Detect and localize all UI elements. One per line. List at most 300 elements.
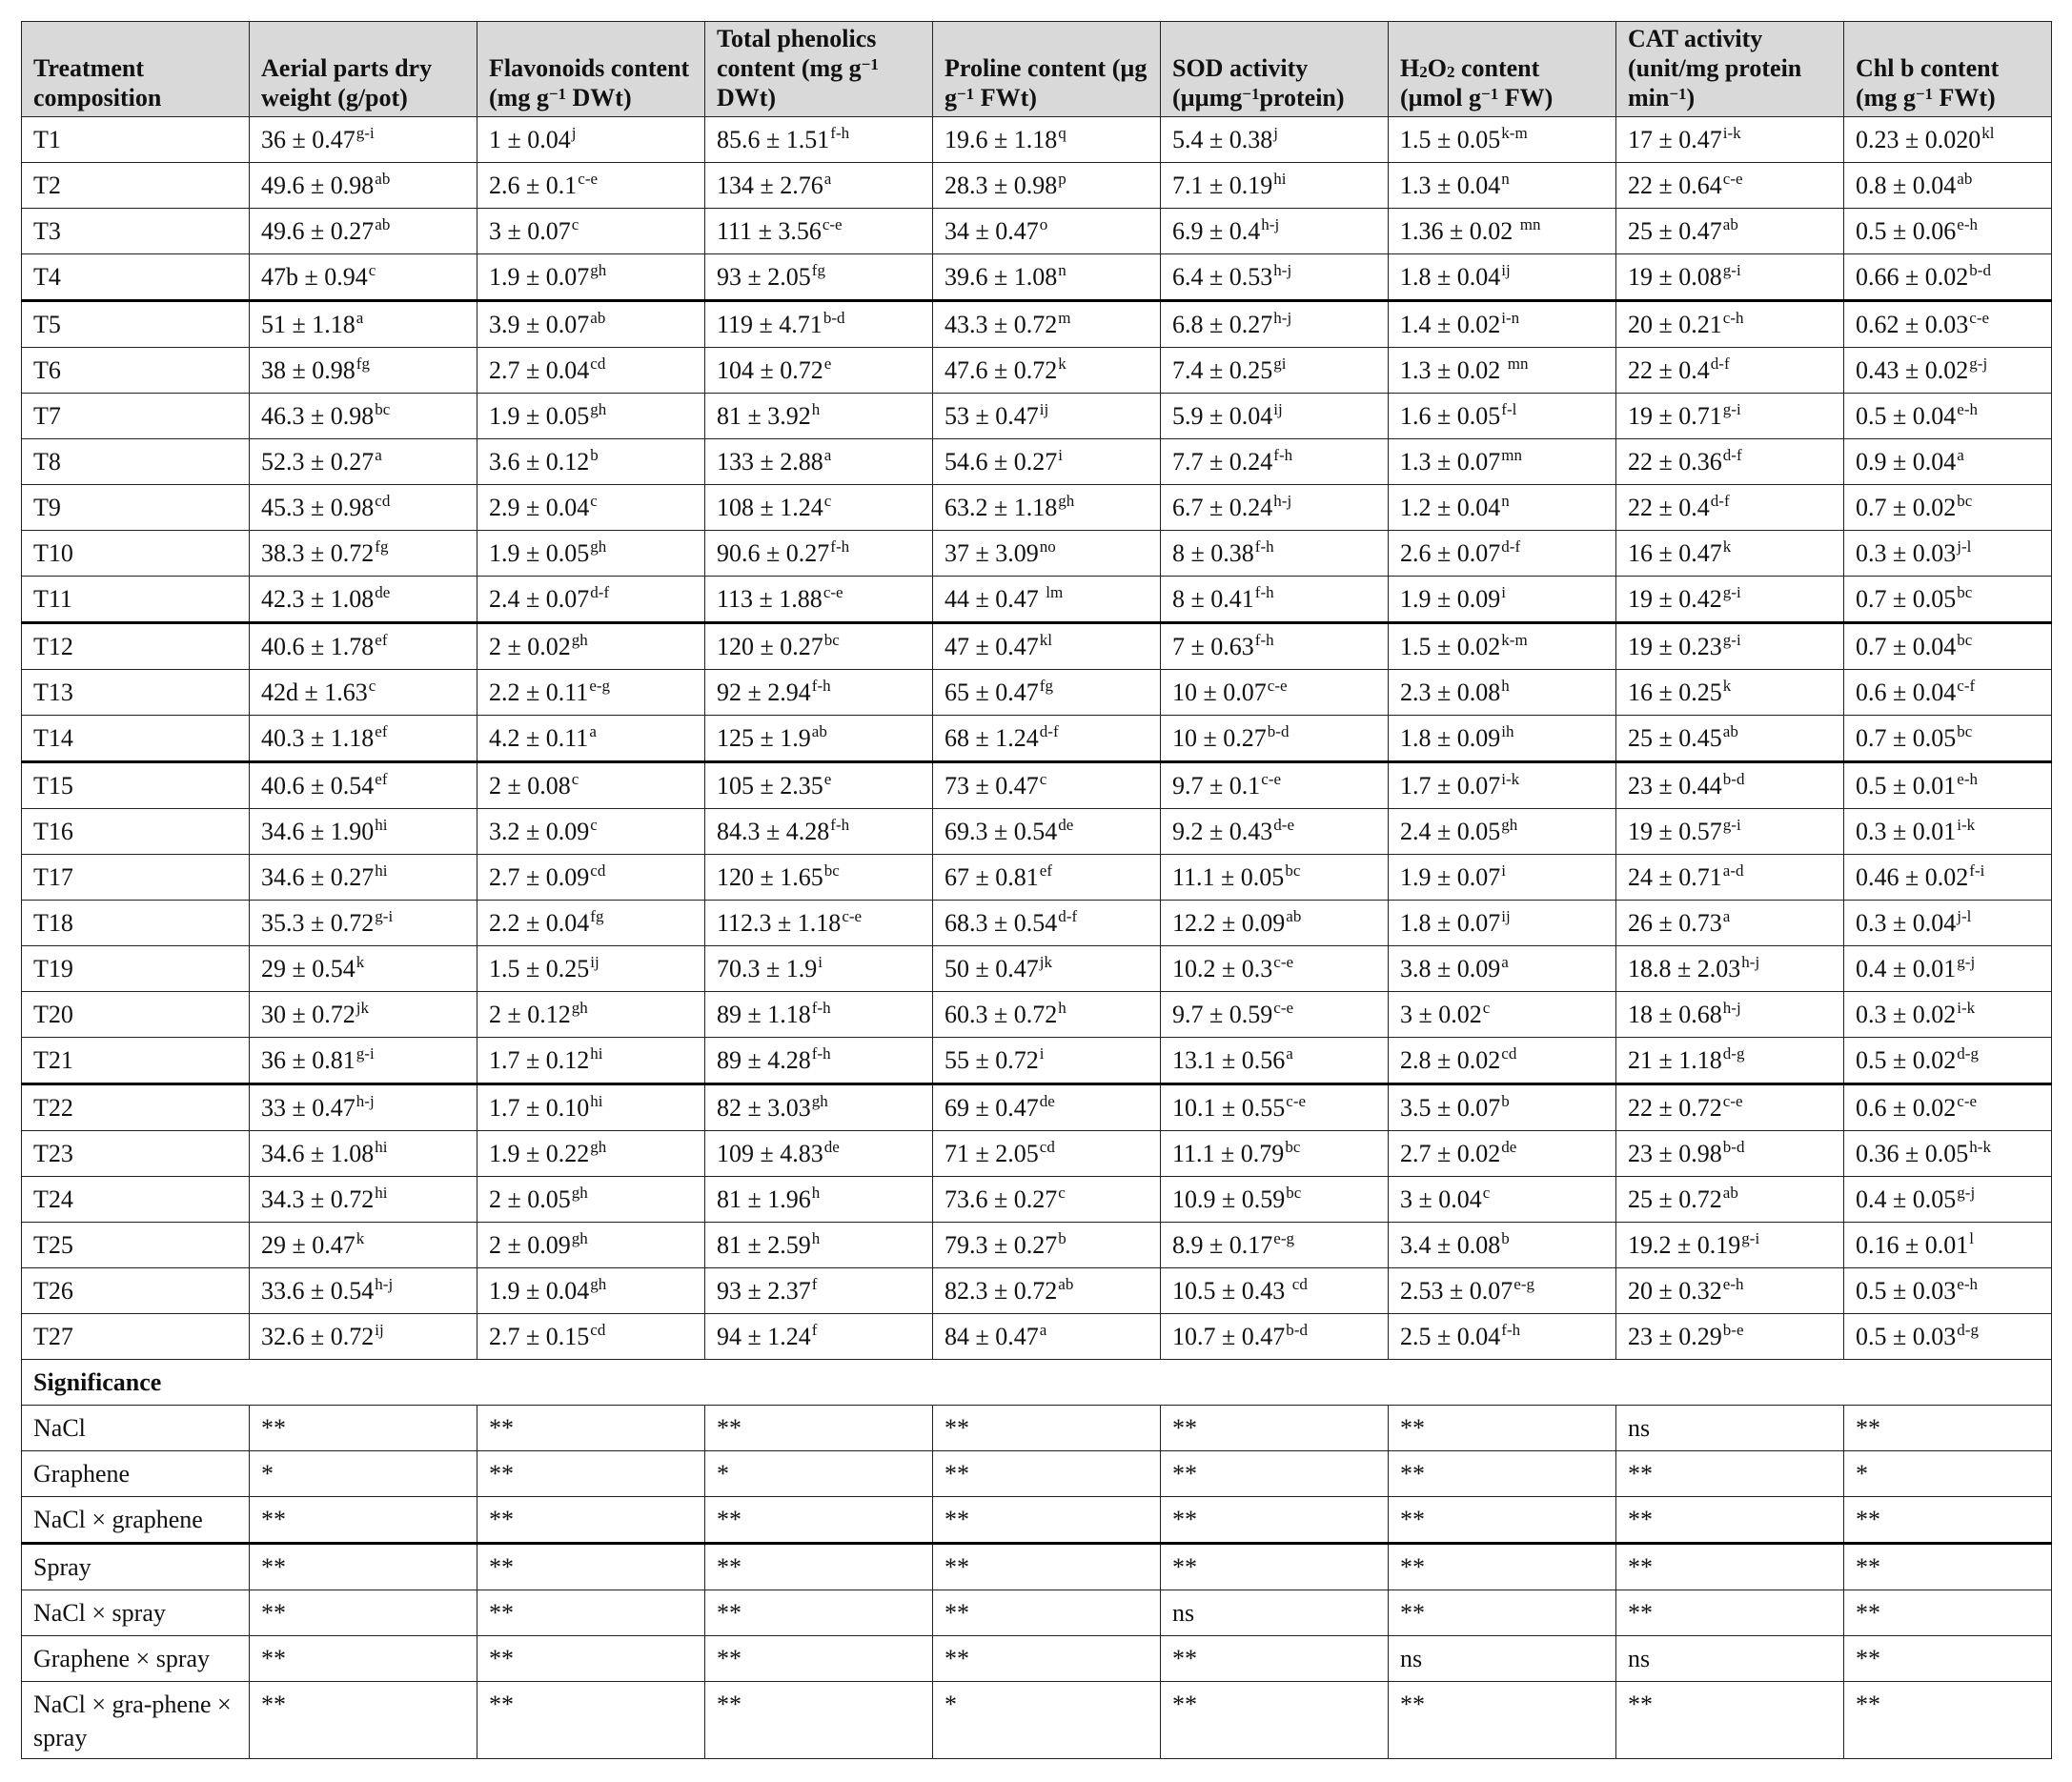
table-cell bbox=[477, 1131, 705, 1177]
cell-value: 28.3 ± 0.98 bbox=[945, 172, 1058, 199]
table-cell bbox=[250, 670, 477, 716]
table-cell bbox=[1161, 577, 1389, 623]
significance-value: ** bbox=[1856, 1506, 1880, 1533]
cell-value: 2.2 ± 0.04 bbox=[489, 909, 590, 937]
row-label-text: T12 bbox=[33, 633, 73, 660]
cell-superscript: d-f bbox=[1722, 446, 1742, 464]
cell-superscript: a bbox=[355, 309, 364, 327]
table-cell bbox=[933, 1544, 1161, 1590]
row-label-text: Graphene bbox=[33, 1460, 131, 1488]
cell-superscript: c bbox=[571, 770, 579, 788]
table-cell bbox=[933, 485, 1161, 531]
cell-superscript: gh bbox=[590, 1138, 607, 1156]
cell-value: 19 ± 0.42 bbox=[1628, 585, 1722, 613]
table-cell bbox=[933, 1590, 1161, 1636]
cell-value: 84 ± 0.47 bbox=[945, 1323, 1039, 1350]
cell-superscript: d-f bbox=[1710, 354, 1730, 373]
table-cell bbox=[477, 163, 705, 209]
cell-value: 0.3 ± 0.02 bbox=[1856, 1001, 1957, 1028]
cell-value: 81 ± 2.59 bbox=[717, 1231, 811, 1259]
cell-value: 22 ± 0.4 bbox=[1628, 494, 1710, 521]
cell-superscript: c bbox=[1482, 999, 1491, 1017]
significance-value: ** bbox=[489, 1506, 514, 1533]
cell-superscript: gh bbox=[571, 1184, 588, 1202]
table-row bbox=[22, 1268, 2052, 1314]
cell-value: 2.2 ± 0.11 bbox=[489, 678, 589, 706]
table-cell bbox=[1161, 992, 1389, 1038]
significance-value: ** bbox=[1400, 1691, 1425, 1718]
row-label-text: T25 bbox=[33, 1231, 73, 1259]
table-cell bbox=[1616, 348, 1844, 394]
cell-value: 134 ± 2.76 bbox=[717, 172, 823, 199]
row-label-text: T24 bbox=[33, 1185, 73, 1213]
cell-superscript: gh bbox=[811, 1092, 828, 1110]
table-cell bbox=[933, 1451, 1161, 1497]
row-label bbox=[22, 1177, 250, 1223]
table-cell bbox=[1844, 623, 2052, 670]
table-cell bbox=[1389, 1636, 1616, 1682]
row-label bbox=[22, 209, 250, 254]
row-label-text: T15 bbox=[33, 772, 73, 800]
row-label bbox=[22, 1544, 250, 1590]
table-cell bbox=[1844, 946, 2052, 992]
table-cell bbox=[1161, 1406, 1389, 1451]
significance-value: ns bbox=[1172, 1599, 1195, 1627]
cell-superscript: k bbox=[1058, 354, 1066, 373]
cell-superscript: l bbox=[1969, 1229, 1975, 1247]
cell-superscript: i bbox=[818, 953, 823, 971]
table-cell bbox=[1844, 531, 2052, 577]
cell-value: 8 ± 0.38 bbox=[1172, 539, 1254, 567]
table-row bbox=[22, 1177, 2052, 1223]
cell-value: 1.5 ± 0.05 bbox=[1400, 126, 1501, 153]
data-table bbox=[21, 21, 2052, 1759]
cell-value: 84.3 ± 4.28 bbox=[717, 818, 830, 845]
cell-superscript: e-g bbox=[1513, 1275, 1534, 1293]
cell-value: 90.6 ± 0.27 bbox=[717, 539, 830, 567]
table-cell bbox=[1161, 1497, 1389, 1544]
row-label-text: NaCl × graphene bbox=[33, 1506, 203, 1533]
table-cell bbox=[1161, 1314, 1389, 1360]
cell-value: 1.3 ± 0.07 bbox=[1400, 448, 1501, 476]
table-cell bbox=[1389, 946, 1616, 992]
significance-value: ** bbox=[717, 1691, 741, 1718]
significance-heading-row bbox=[22, 1360, 2052, 1406]
cell-value: 11.1 ± 0.05 bbox=[1172, 863, 1285, 891]
cell-value: 2.4 ± 0.05 bbox=[1400, 818, 1501, 845]
cell-superscript: gh bbox=[590, 400, 607, 418]
table-cell bbox=[1616, 117, 1844, 163]
row-label-text: NaCl bbox=[33, 1414, 86, 1442]
table-cell bbox=[1844, 992, 2052, 1038]
header-text: Chl b content (mg g bbox=[1856, 54, 2000, 111]
cell-superscript: c bbox=[823, 492, 832, 510]
cell-superscript: e bbox=[823, 354, 832, 373]
cell-superscript: g-i bbox=[1741, 1229, 1760, 1247]
cell-superscript: ef bbox=[375, 722, 388, 740]
cell-value: 1.7 ± 0.07 bbox=[1400, 772, 1501, 800]
row-label bbox=[22, 809, 250, 855]
cell-superscript: c bbox=[590, 492, 598, 510]
cell-value: 1.7 ± 0.12 bbox=[489, 1046, 590, 1074]
table-row bbox=[22, 209, 2052, 254]
table-cell bbox=[1161, 623, 1389, 670]
cell-value: 1.9 ± 0.05 bbox=[489, 539, 590, 567]
table-cell bbox=[1161, 670, 1389, 716]
cell-value: 0.6 ± 0.04 bbox=[1856, 678, 1957, 706]
table-cell bbox=[1389, 439, 1616, 485]
cell-superscript: b bbox=[1058, 1229, 1066, 1247]
table-cell bbox=[1161, 901, 1389, 946]
header-superscript: −1 bbox=[1481, 85, 1499, 103]
cell-superscript: c-f bbox=[1957, 677, 1976, 695]
table-cell bbox=[1161, 1223, 1389, 1268]
cell-value: 11.1 ± 0.79 bbox=[1172, 1140, 1285, 1167]
cell-value: 6.8 ± 0.27 bbox=[1172, 311, 1273, 338]
cell-superscript: g-i bbox=[1722, 631, 1741, 649]
cell-value: 3.5 ± 0.07 bbox=[1400, 1094, 1501, 1122]
row-label-text: T18 bbox=[33, 909, 73, 937]
cell-superscript: c bbox=[1482, 1184, 1491, 1202]
cell-value: 125 ± 1.9 bbox=[717, 724, 811, 752]
significance-value: ** bbox=[945, 1506, 969, 1533]
significance-row bbox=[22, 1451, 2052, 1497]
cell-value: 3.4 ± 0.08 bbox=[1400, 1231, 1501, 1259]
significance-value: ** bbox=[717, 1553, 741, 1581]
table-cell bbox=[1616, 1268, 1844, 1314]
significance-value: ** bbox=[489, 1414, 514, 1442]
header-superscript: −1 bbox=[861, 55, 879, 73]
table-cell bbox=[1161, 1084, 1389, 1131]
cell-value: 1.8 ± 0.04 bbox=[1400, 263, 1501, 291]
cell-superscript: ij bbox=[1273, 400, 1283, 418]
cell-value: 3.8 ± 0.09 bbox=[1400, 955, 1501, 982]
cell-superscript: i-n bbox=[1501, 309, 1520, 327]
cell-value: 34 ± 0.47 bbox=[945, 217, 1039, 245]
cell-superscript: i-k bbox=[1501, 770, 1520, 788]
cell-superscript: i bbox=[1058, 446, 1064, 464]
table-cell bbox=[1389, 762, 1616, 809]
table-cell bbox=[1389, 577, 1616, 623]
table-cell bbox=[933, 531, 1161, 577]
table-cell bbox=[250, 439, 477, 485]
cell-value: 23 ± 0.98 bbox=[1628, 1140, 1722, 1167]
significance-value: ** bbox=[1628, 1553, 1653, 1581]
table-cell bbox=[1616, 439, 1844, 485]
cell-value: 54.6 ± 0.27 bbox=[945, 448, 1058, 476]
table-cell bbox=[1616, 716, 1844, 762]
table-cell bbox=[705, 716, 933, 762]
cell-superscript: fg bbox=[590, 907, 604, 925]
cell-superscript: bc bbox=[1957, 722, 1973, 740]
table-cell bbox=[250, 301, 477, 348]
table-row bbox=[22, 254, 2052, 301]
cell-value: 39.6 ± 1.08 bbox=[945, 263, 1058, 291]
cell-superscript: gh bbox=[571, 631, 588, 649]
row-label-text: T17 bbox=[33, 863, 73, 891]
significance-value: ** bbox=[261, 1691, 286, 1718]
table-cell bbox=[1616, 1451, 1844, 1497]
row-label bbox=[22, 1314, 250, 1360]
table-cell bbox=[1844, 348, 2052, 394]
table-cell bbox=[1844, 670, 2052, 716]
cell-value: 42.3 ± 1.08 bbox=[261, 585, 375, 613]
cell-superscript: jk bbox=[355, 999, 370, 1017]
table-cell bbox=[1161, 855, 1389, 901]
cell-value: 79.3 ± 0.27 bbox=[945, 1231, 1058, 1259]
table-cell bbox=[1389, 1223, 1616, 1268]
cell-superscript: f-h bbox=[830, 537, 850, 556]
table-cell bbox=[477, 946, 705, 992]
cell-value: 40.3 ± 1.18 bbox=[261, 724, 375, 752]
cell-value: 93 ± 2.05 bbox=[717, 263, 811, 291]
table-cell bbox=[477, 301, 705, 348]
significance-value: ** bbox=[1628, 1599, 1653, 1627]
header-superscript: −1 bbox=[1915, 85, 1934, 103]
cell-superscript: b bbox=[1501, 1229, 1510, 1247]
table-cell bbox=[1389, 1314, 1616, 1360]
cell-superscript: c-e bbox=[578, 170, 599, 188]
table-row bbox=[22, 716, 2052, 762]
row-label-text: T13 bbox=[33, 678, 73, 706]
table-cell bbox=[705, 348, 933, 394]
table-cell bbox=[1389, 992, 1616, 1038]
cell-superscript: ab bbox=[1058, 1275, 1074, 1293]
table-cell bbox=[1161, 163, 1389, 209]
significance-title: Significance bbox=[33, 1368, 162, 1396]
cell-value: 0.5 ± 0.01 bbox=[1856, 772, 1957, 800]
table-cell bbox=[1616, 301, 1844, 348]
table-cell bbox=[1389, 1177, 1616, 1223]
significance-value: ** bbox=[1172, 1414, 1197, 1442]
table-cell bbox=[1161, 394, 1389, 439]
table-cell bbox=[250, 531, 477, 577]
table-cell bbox=[705, 1177, 933, 1223]
cell-value: 43.3 ± 0.72 bbox=[945, 311, 1058, 338]
cell-superscript: a bbox=[375, 446, 382, 464]
cell-value: 2 ± 0.09 bbox=[489, 1231, 571, 1259]
cell-superscript: ab bbox=[590, 309, 606, 327]
table-cell bbox=[250, 485, 477, 531]
cell-value: 10 ± 0.07 bbox=[1172, 678, 1267, 706]
table-cell bbox=[1844, 577, 2052, 623]
cell-superscript: k bbox=[1722, 677, 1732, 695]
cell-superscript: a bbox=[1722, 907, 1731, 925]
cell-value: 30 ± 0.72 bbox=[261, 1001, 355, 1028]
row-label-text: T8 bbox=[33, 448, 61, 476]
column-header bbox=[705, 22, 933, 117]
cell-value: 25 ± 0.45 bbox=[1628, 724, 1722, 752]
table-cell bbox=[933, 809, 1161, 855]
cell-value: 10.9 ± 0.59 bbox=[1172, 1185, 1286, 1213]
cell-superscript: bc bbox=[1957, 631, 1973, 649]
table-cell bbox=[250, 577, 477, 623]
table-cell bbox=[1161, 1682, 1389, 1759]
cell-value: 26 ± 0.73 bbox=[1628, 909, 1722, 937]
cell-value: 36 ± 0.47 bbox=[261, 126, 355, 153]
table-cell bbox=[477, 809, 705, 855]
cell-value: 5.9 ± 0.04 bbox=[1172, 402, 1273, 430]
table-cell bbox=[933, 1038, 1161, 1084]
cell-superscript: h-j bbox=[375, 1275, 394, 1293]
cell-value: 0.5 ± 0.03 bbox=[1856, 1323, 1957, 1350]
cell-superscript: g-i bbox=[375, 907, 394, 925]
row-label bbox=[22, 716, 250, 762]
cell-value: 120 ± 0.27 bbox=[717, 633, 823, 660]
cell-value: 20 ± 0.21 bbox=[1628, 311, 1722, 338]
table-cell bbox=[705, 1223, 933, 1268]
table-cell bbox=[250, 1636, 477, 1682]
cell-superscript: e-g bbox=[589, 677, 611, 695]
significance-value: ** bbox=[945, 1645, 969, 1672]
table-cell bbox=[1844, 117, 2052, 163]
table-row bbox=[22, 1038, 2052, 1084]
table-cell bbox=[1389, 716, 1616, 762]
table-cell bbox=[1389, 254, 1616, 301]
cell-value: 40.6 ± 0.54 bbox=[261, 772, 375, 800]
cell-value: 0.5 ± 0.06 bbox=[1856, 217, 1957, 245]
row-label-text: T16 bbox=[33, 818, 73, 845]
cell-value: 0.4 ± 0.01 bbox=[1856, 955, 1957, 982]
table-cell bbox=[1616, 809, 1844, 855]
table-cell bbox=[933, 1177, 1161, 1223]
cell-superscript: f-h bbox=[1501, 1321, 1521, 1339]
cell-value: 47b ± 0.94 bbox=[261, 263, 368, 291]
table-cell bbox=[250, 1131, 477, 1177]
significance-row bbox=[22, 1544, 2052, 1590]
cell-superscript: a bbox=[1501, 953, 1509, 971]
cell-superscript: h-j bbox=[1273, 261, 1292, 279]
cell-superscript: b-e bbox=[1722, 1321, 1744, 1339]
row-label-text: T2 bbox=[33, 172, 61, 199]
header-text: Total phenolics content (mg g bbox=[717, 25, 877, 82]
table-cell bbox=[1844, 1038, 2052, 1084]
table-cell bbox=[1616, 1636, 1844, 1682]
cell-superscript: kl bbox=[1981, 124, 1995, 142]
cell-superscript: ef bbox=[1039, 861, 1052, 880]
cell-value: 2.7 ± 0.04 bbox=[489, 356, 590, 384]
table-cell bbox=[933, 716, 1161, 762]
table-cell bbox=[477, 716, 705, 762]
significance-value: ** bbox=[1628, 1506, 1653, 1533]
row-label-text: Spray bbox=[33, 1553, 91, 1581]
table-cell bbox=[250, 1497, 477, 1544]
table-cell bbox=[477, 1497, 705, 1544]
cell-value: 7.1 ± 0.19 bbox=[1172, 172, 1273, 199]
cell-value: 19 ± 0.08 bbox=[1628, 263, 1722, 291]
cell-superscript: lm bbox=[1046, 583, 1064, 601]
significance-heading bbox=[22, 1360, 2052, 1406]
cell-superscript: ab bbox=[1286, 907, 1302, 925]
table-cell bbox=[1616, 485, 1844, 531]
header-superscript: −1 bbox=[1242, 85, 1260, 103]
table-cell bbox=[250, 348, 477, 394]
table-cell bbox=[250, 1682, 477, 1759]
header-text: Treatment composition bbox=[33, 54, 162, 111]
table-row bbox=[22, 809, 2052, 855]
cell-value: 10.1 ± 0.55 bbox=[1172, 1094, 1286, 1122]
significance-row bbox=[22, 1636, 2052, 1682]
cell-value: 18 ± 0.68 bbox=[1628, 1001, 1722, 1028]
table-cell bbox=[1616, 1084, 1844, 1131]
table-cell bbox=[705, 1314, 933, 1360]
cell-superscript: c-e bbox=[1722, 1092, 1743, 1110]
cell-value: 1.2 ± 0.04 bbox=[1400, 494, 1501, 521]
cell-superscript: o bbox=[1039, 215, 1048, 233]
significance-value: ** bbox=[1400, 1553, 1425, 1581]
cell-value: 133 ± 2.88 bbox=[717, 448, 823, 476]
cell-superscript: b-d bbox=[823, 309, 845, 327]
table-cell bbox=[705, 1590, 933, 1636]
cell-value: 21 ± 1.18 bbox=[1628, 1046, 1722, 1074]
table-cell bbox=[477, 670, 705, 716]
table-cell bbox=[250, 901, 477, 946]
row-label-text: T27 bbox=[33, 1323, 73, 1350]
table-cell bbox=[250, 1451, 477, 1497]
cell-value: 0.7 ± 0.04 bbox=[1856, 633, 1957, 660]
cell-value: 16 ± 0.47 bbox=[1628, 539, 1722, 567]
significance-value: ** bbox=[1172, 1645, 1197, 1672]
table-cell bbox=[250, 1314, 477, 1360]
cell-superscript: i-k bbox=[1722, 124, 1741, 142]
cell-superscript: h bbox=[811, 1229, 821, 1247]
cell-superscript: mn bbox=[1501, 446, 1523, 464]
table-row bbox=[22, 946, 2052, 992]
cell-superscript: f bbox=[811, 1275, 818, 1293]
cell-value: 2.7 ± 0.15 bbox=[489, 1323, 590, 1350]
column-header bbox=[1616, 22, 1844, 117]
table-cell bbox=[1844, 1497, 2052, 1544]
table-cell bbox=[1616, 1590, 1844, 1636]
table-row bbox=[22, 1131, 2052, 1177]
table-cell bbox=[477, 1038, 705, 1084]
significance-value: * bbox=[717, 1460, 729, 1488]
cell-value: 29 ± 0.47 bbox=[261, 1231, 355, 1259]
cell-superscript: gh bbox=[1058, 492, 1075, 510]
cell-superscript: f-h bbox=[811, 1044, 831, 1063]
cell-superscript: k bbox=[355, 1229, 365, 1247]
table-cell bbox=[250, 1544, 477, 1590]
row-label-text: T5 bbox=[33, 311, 61, 338]
cell-superscript: b-d bbox=[1722, 1138, 1745, 1156]
table-cell bbox=[1616, 1131, 1844, 1177]
cell-superscript: e-h bbox=[1957, 400, 1978, 418]
table-cell bbox=[250, 716, 477, 762]
cell-value: 19.2 ± 0.19 bbox=[1628, 1231, 1741, 1259]
cell-superscript: p bbox=[1058, 170, 1066, 188]
table-cell bbox=[250, 1406, 477, 1451]
cell-superscript: cd bbox=[1291, 1275, 1308, 1293]
table-cell bbox=[477, 348, 705, 394]
cell-superscript: d-g bbox=[1957, 1044, 1979, 1063]
cell-value: 105 ± 2.35 bbox=[717, 772, 823, 800]
cell-value: 47.6 ± 0.72 bbox=[945, 356, 1058, 384]
row-label bbox=[22, 901, 250, 946]
cell-superscript: cd bbox=[1501, 1044, 1517, 1063]
significance-value: ** bbox=[1400, 1460, 1425, 1488]
cell-superscript: bc bbox=[375, 400, 391, 418]
cell-superscript: h-j bbox=[1273, 492, 1292, 510]
cell-superscript: h bbox=[1501, 677, 1510, 695]
row-label-text: T23 bbox=[33, 1140, 73, 1167]
table-cell bbox=[1161, 1544, 1389, 1590]
header-text: Proline content (µg g bbox=[945, 54, 1148, 111]
table-cell bbox=[933, 670, 1161, 716]
cell-superscript: bc bbox=[823, 631, 840, 649]
cell-value: 13.1 ± 0.56 bbox=[1172, 1046, 1286, 1074]
cell-value: 9.7 ± 0.1 bbox=[1172, 772, 1261, 800]
cell-superscript: g-i bbox=[355, 1044, 375, 1063]
